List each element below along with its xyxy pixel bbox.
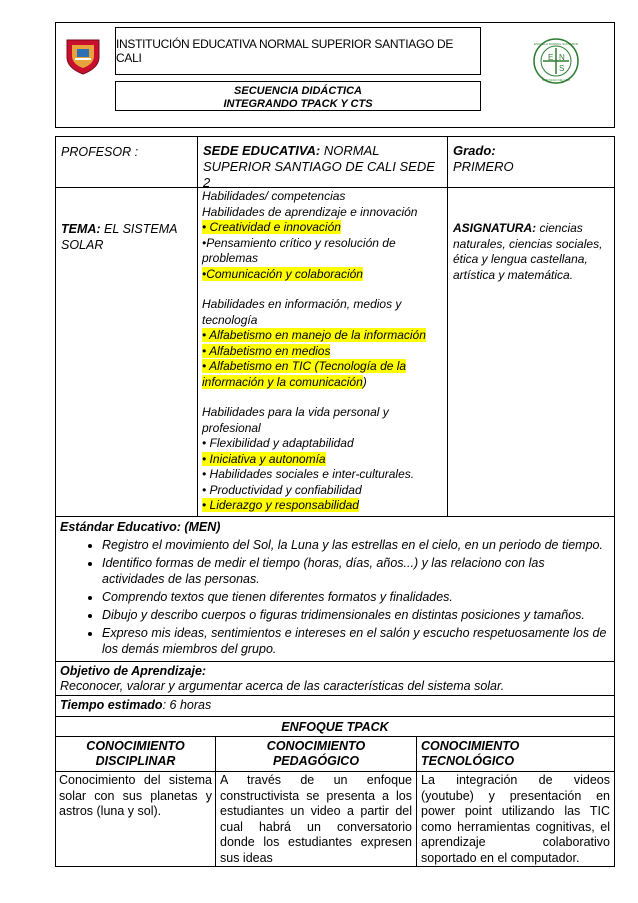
tpack-body-pedagogico xyxy=(215,771,417,867)
skill-alfabetismo-tic-tail: ) xyxy=(362,374,367,389)
tpack-pedagogico-text: A través de un enfoque constructivista se presenta a los estudiantes un video a partir del cual habrá un conversatorio donde los estudiantes expresen sus ideas xyxy=(220,773,412,865)
skills-group3-title: Habilidades para la vida personal y profesional xyxy=(202,405,389,435)
tiempo-label: Tiempo estimado xyxy=(60,698,163,712)
objetivo-section xyxy=(55,661,615,696)
estandar-title: Estándar Educativo: (MEN) xyxy=(60,520,221,534)
tpack-tecnologico-text: La integración de videos (youtube) y presentación en power point utilizando las TIC como herramientas cognitivas, el aprendizaje colaborativo soportado en el computador. xyxy=(421,773,610,865)
tpack-title-row xyxy=(55,716,615,737)
normal-school-seal-logo xyxy=(532,37,580,85)
institution-shield-logo xyxy=(64,37,102,75)
seal-text-bottom: SANTIAGO DE CALI xyxy=(541,78,571,82)
tpack-disciplinar-text: Conocimiento del sistema solar con sus planetas y astros (luna y sol). xyxy=(59,773,212,818)
seal-text-top: ESCUELA NORMAL SUPERIOR xyxy=(534,42,578,46)
tpack-head-disciplinar-label: CONOCIMIENTO DISCIPLINAR xyxy=(86,739,185,768)
estandar-section xyxy=(55,516,615,662)
seal-letter-e: E xyxy=(548,53,554,62)
tpack-head-tecnologico-label: CONOCIMIENTO TECNOLÓGICO xyxy=(421,739,520,768)
asignatura-text xyxy=(453,221,609,283)
tema-value: EL SISTEMA SOLAR xyxy=(61,222,177,252)
objetivo-title: Objetivo de Aprendizaje: xyxy=(60,664,207,678)
estandar-item: • Dibujo y describo cuerpos o figuras tridimensionales en distintas posiciones y tamaños. xyxy=(102,607,610,623)
skill-productividad: • Productividad y confiabilidad xyxy=(202,482,362,497)
skill-alfabetismo-medios: • Alfabetismo en medios xyxy=(202,343,331,358)
skill-habilidades-sociales: • Habilidades sociales e inter-culturales. xyxy=(202,467,415,481)
objetivo-text: Reconocer, valorar y argumentar acerca de las características del sistema solar. xyxy=(60,679,505,693)
skill-creatividad: • Creatividad e innovación xyxy=(202,220,341,234)
grado-cell xyxy=(447,136,615,188)
skills-group1-title2: Habilidades de aprendizaje e innovación xyxy=(202,204,418,219)
tiempo-section xyxy=(55,695,615,717)
tpack-head-tecnologico xyxy=(416,736,615,772)
institution-name: INSTITUCIÓN EDUCATIVA NORMAL SUPERIOR SANTIAGO DE CALI xyxy=(116,37,454,65)
estandar-list xyxy=(60,537,610,657)
skill-iniciativa: • Iniciativa y autonomía xyxy=(202,451,326,466)
grado-label: Grado: xyxy=(453,143,496,158)
estandar-item: • Identifico formas de medir el tiempo (horas, días, años...) y las relaciono con las actividades de las personas. xyxy=(102,555,610,587)
skill-alfabetismo-tic: • Alfabetismo en TIC (Tecnología de la información y la comunicación xyxy=(202,359,407,389)
seal-letter-n: N xyxy=(559,53,565,62)
seal-letter-s: S xyxy=(559,64,565,73)
asignatura-cell xyxy=(447,187,615,517)
grado-value: PRIMERO xyxy=(453,159,514,174)
skill-pensamiento-critico: •Pensamiento crítico y resolución de problemas xyxy=(202,235,396,265)
tpack-head-pedagogico xyxy=(215,736,417,772)
skills-group1-title1: Habilidades/ competencias xyxy=(202,189,346,203)
tema-label: TEMA: xyxy=(61,222,101,236)
document-title-box xyxy=(115,81,481,111)
asignatura-value: ciencias naturales, ciencias sociales, ética y lengua castellana, artística y matemática. xyxy=(453,221,603,282)
profesor-label: PROFESOR : xyxy=(61,145,139,159)
document-subtitle: INTEGRANDO TPACK Y CTS xyxy=(223,98,373,110)
institution-title-box xyxy=(115,27,481,75)
tema-text xyxy=(61,221,192,253)
sede-cell xyxy=(197,136,448,188)
profesor-cell xyxy=(55,136,198,188)
tpack-head-pedagogico-label: CONOCIMIENTO PEDAGÓGICO xyxy=(266,739,366,768)
estandar-item: • Registro el movimiento del Sol, la Luna y las estrellas en el cielo, en un periodo de tiempo. xyxy=(102,537,610,553)
sede-text xyxy=(203,143,442,191)
tpack-head-disciplinar xyxy=(55,736,216,772)
skill-comunicacion: •Comunicación y colaboración xyxy=(202,266,363,281)
skill-flexibilidad: • Flexibilidad y adaptabilidad xyxy=(202,436,354,450)
document-type: SECUENCIA DIDÁCTICA xyxy=(234,85,362,97)
sede-label: SEDE EDUCATIVA: xyxy=(203,143,321,158)
skills-cell xyxy=(197,187,448,517)
tpack-title: ENFOQUE TPACK xyxy=(281,720,389,734)
tiempo-value: : 6 horas xyxy=(162,698,212,712)
tpack-body-tecnologico xyxy=(416,771,615,867)
skill-alfabetismo-informacion: • Alfabetismo en manejo de la información xyxy=(202,328,426,342)
estandar-item: • Comprendo textos que tienen diferentes formatos y finalidades. xyxy=(102,589,610,605)
tema-cell xyxy=(55,187,198,517)
estandar-item: • Expreso mis ideas, sentimientos e intereses en el salón y escucho respetuosamente los de los demás miembros del grupo. xyxy=(102,625,610,657)
skill-liderazgo: • Liderazgo y responsabilidad xyxy=(202,498,359,512)
tpack-body-disciplinar xyxy=(55,771,216,867)
sede-value: NORMAL SUPERIOR SANTIAGO DE CALI SEDE 2 xyxy=(203,143,435,190)
asignatura-label: ASIGNATURA: xyxy=(453,221,537,235)
skills-group2-title: Habilidades en información, medios y tecnología xyxy=(202,297,402,327)
